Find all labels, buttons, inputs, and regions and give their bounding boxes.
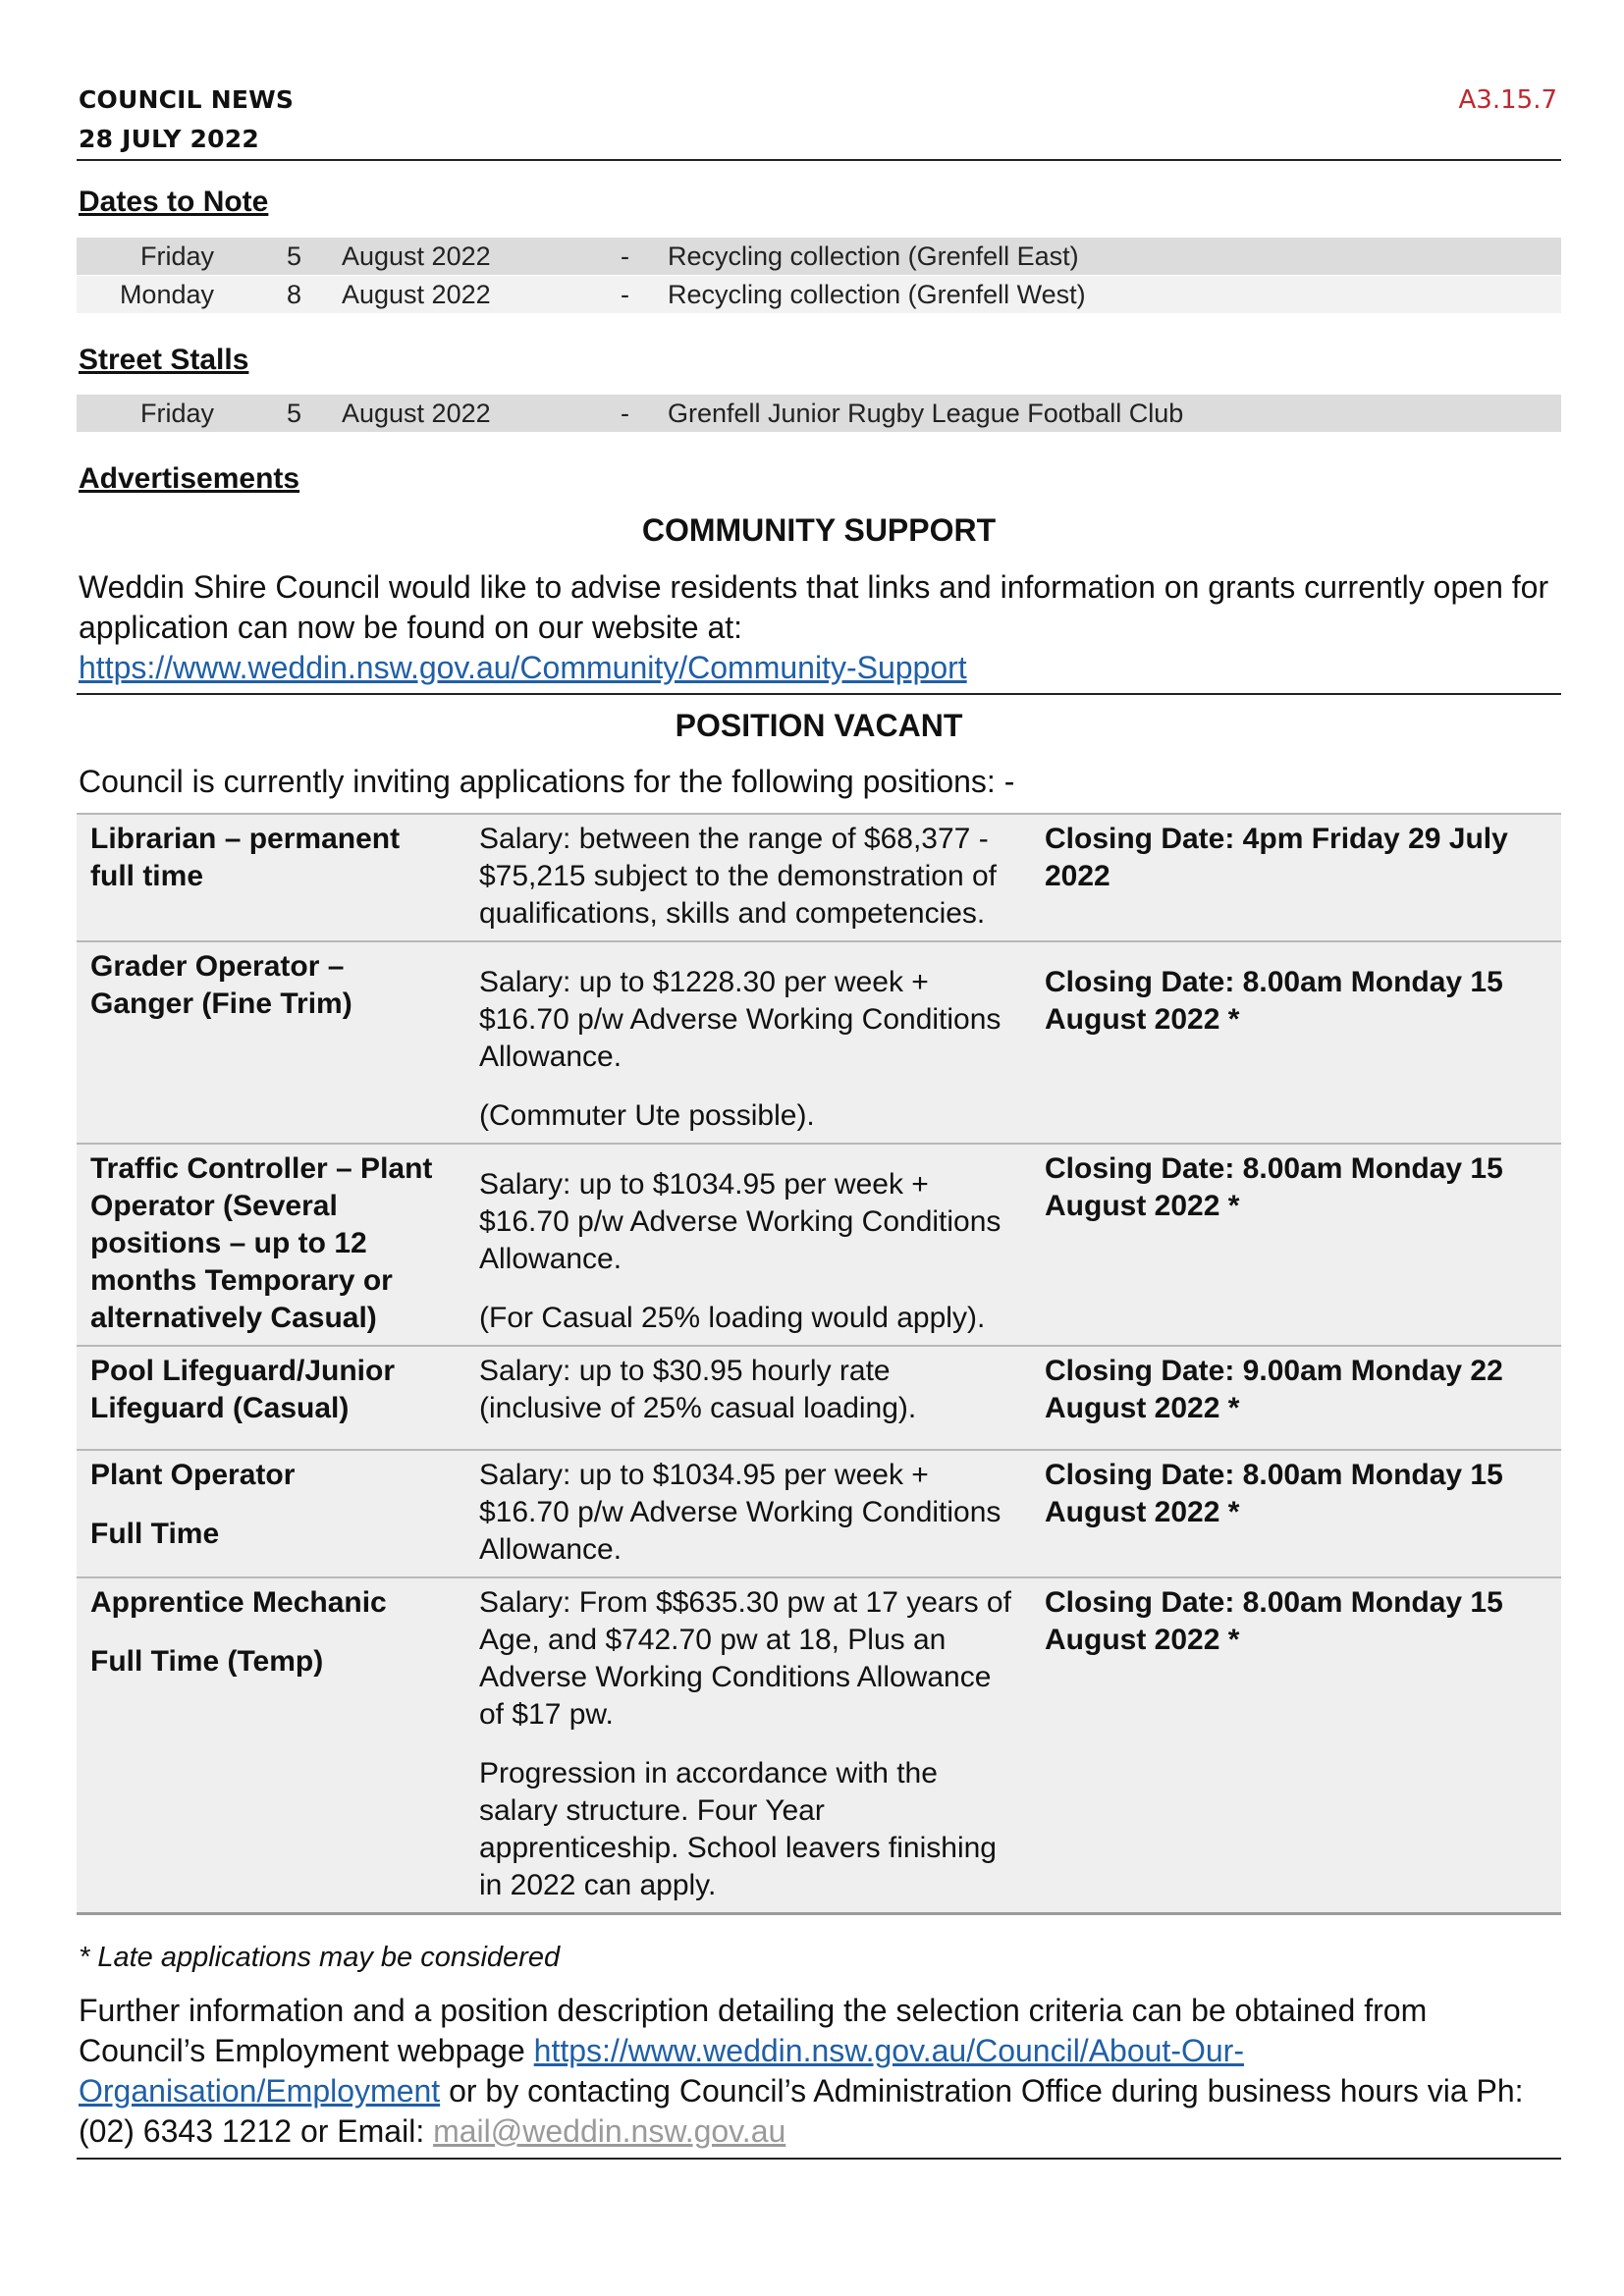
- header-date: 28 JULY 2022: [79, 125, 259, 153]
- table-row: [77, 1346, 1561, 1450]
- position-closing: Closing Date: 8.00am Monday 15 August 2022 *: [1031, 1144, 1561, 1346]
- position-type: Full Time: [90, 1518, 220, 1550]
- community-support-body: Weddin Shire Council would like to advise residents that links and information on grants currently open for application can now be found on our website at:: [79, 569, 1549, 645]
- position-closing: Closing Date: 4pm Friday 29 July 2022: [1031, 814, 1561, 941]
- dates-to-note-heading: Dates to Note: [79, 186, 269, 218]
- position-closing: Closing Date: 8.00am Monday 15 August 2022 *: [1031, 941, 1561, 1144]
- advertisements-heading: Advertisements: [79, 462, 300, 495]
- stall-month: August 2022: [342, 399, 491, 428]
- position-title: Pool Lifeguard/Junior Lifeguard (Casual): [77, 1346, 465, 1450]
- position-title: Librarian – permanent full time: [77, 814, 465, 941]
- employment-link[interactable]: https://www.weddin.nsw.gov.au/Council/About-Our-Organisation/Employment: [79, 2033, 1244, 2109]
- stall-desc: Grenfell Junior Rugby League Football Club: [668, 399, 1184, 428]
- stall-num: 5: [287, 399, 302, 428]
- table-row: [77, 1450, 1561, 1577]
- date-day: Friday: [139, 241, 214, 271]
- position-title: Apprentice Mechanic Full Time (Temp): [77, 1577, 465, 1914]
- community-support-heading: COMMUNITY SUPPORT: [641, 512, 997, 548]
- position-closing: Closing Date: 8.00am Monday 15 August 2022 *: [1031, 1450, 1561, 1577]
- stall-row: [77, 395, 1561, 432]
- date-month: August 2022: [342, 280, 491, 309]
- community-support-text: [79, 567, 1561, 688]
- date-month: August 2022: [342, 241, 491, 271]
- table-row: [77, 814, 1561, 941]
- late-applications-note: * Late applications may be considered: [79, 1942, 561, 1973]
- table-row: [77, 1577, 1561, 1914]
- stall-day: Friday: [139, 399, 214, 428]
- community-support-link[interactable]: https://www.weddin.nsw.gov.au/Community/Community-Support: [79, 650, 967, 685]
- date-num: 8: [287, 280, 302, 309]
- date-day: Monday: [119, 280, 214, 309]
- street-stalls-heading: Street Stalls: [79, 344, 249, 376]
- header-left: [79, 80, 294, 159]
- date-desc: Recycling collection (Grenfell West): [668, 280, 1086, 309]
- email-link[interactable]: mail@weddin.nsw.gov.au: [433, 2113, 786, 2149]
- date-dash: -: [621, 241, 629, 271]
- date-row: [77, 276, 1561, 313]
- positions-table: [77, 813, 1561, 1915]
- header-title: COUNCIL NEWS: [79, 85, 295, 114]
- position-salary-note: (For Casual 25% loading would apply).: [479, 1302, 986, 1334]
- position-salary: Salary: up to $1228.30 per week + $16.70 p/w Adverse Working Conditions Allowance. (Commuter Ute possible).: [465, 941, 1031, 1144]
- header-ref: A3.15.7: [1458, 85, 1557, 115]
- date-num: 5: [287, 241, 302, 271]
- position-salary: Salary: up to $30.95 hourly rate (inclusive of 25% casual loading).: [465, 1346, 1031, 1450]
- position-salary-note: Progression in accordance with the salary structure. Four Year apprenticeship. School leavers finishing in 2022 can apply.: [479, 1757, 997, 1901]
- position-type: Full Time (Temp): [90, 1645, 324, 1678]
- position-vacant-heading: POSITION VACANT: [675, 708, 963, 743]
- position-closing: Closing Date: 8.00am Monday 15 August 2022 *: [1031, 1577, 1561, 1914]
- position-salary-note: (Commuter Ute possible).: [479, 1099, 815, 1132]
- further-info-paragraph: [79, 1991, 1561, 2152]
- position-vacant-intro: Council is currently inviting applications for the following positions: -: [79, 764, 1015, 799]
- date-dash: -: [621, 280, 629, 309]
- date-desc: Recycling collection (Grenfell East): [668, 241, 1079, 271]
- table-row: [77, 941, 1561, 1144]
- position-salary: Salary: between the range of $68,377 - $75,215 subject to the demonstration of qualifications, skills and competencies.: [465, 814, 1031, 941]
- position-salary: Salary: up to $1034.95 per week + $16.70 p/w Adverse Working Conditions Allowance. (For Casual 25% loading would apply).: [465, 1144, 1031, 1346]
- date-row: [77, 238, 1561, 275]
- position-title: Grader Operator – Ganger (Fine Trim): [77, 941, 465, 1144]
- position-salary: Salary: From $$635.30 pw at 17 years of Age, and $742.70 pw at 18, Plus an Adverse Working Conditions Allowance of $17 pw. Progression in accordance with the salary structure. Four Year apprenticeship. School leavers finishing in 2022 can apply.: [465, 1577, 1031, 1914]
- stall-dash: -: [621, 399, 629, 428]
- position-title: Traffic Controller – Plant Operator (Several positions – up to 12 months Temporary or alternatively Casual): [77, 1144, 465, 1346]
- position-salary: Salary: up to $1034.95 per week + $16.70 p/w Adverse Working Conditions Allowance.: [465, 1450, 1031, 1577]
- position-title: Plant Operator Full Time: [77, 1450, 465, 1577]
- page-header: [77, 79, 1561, 161]
- footer-divider: [77, 2158, 1561, 2160]
- further-info-text: Further information and a position description detailing the selection criteria can be obtained from Council’s Employment webpage: [79, 1993, 1428, 2068]
- section-divider: [77, 693, 1561, 695]
- further-info-contact: or by contacting Council’s Administration Office during business hours via Ph: (02) 6343 1212 or Email:: [79, 2073, 1524, 2149]
- table-row: [77, 1144, 1561, 1346]
- position-closing: Closing Date: 9.00am Monday 22 August 2022 *: [1031, 1346, 1561, 1450]
